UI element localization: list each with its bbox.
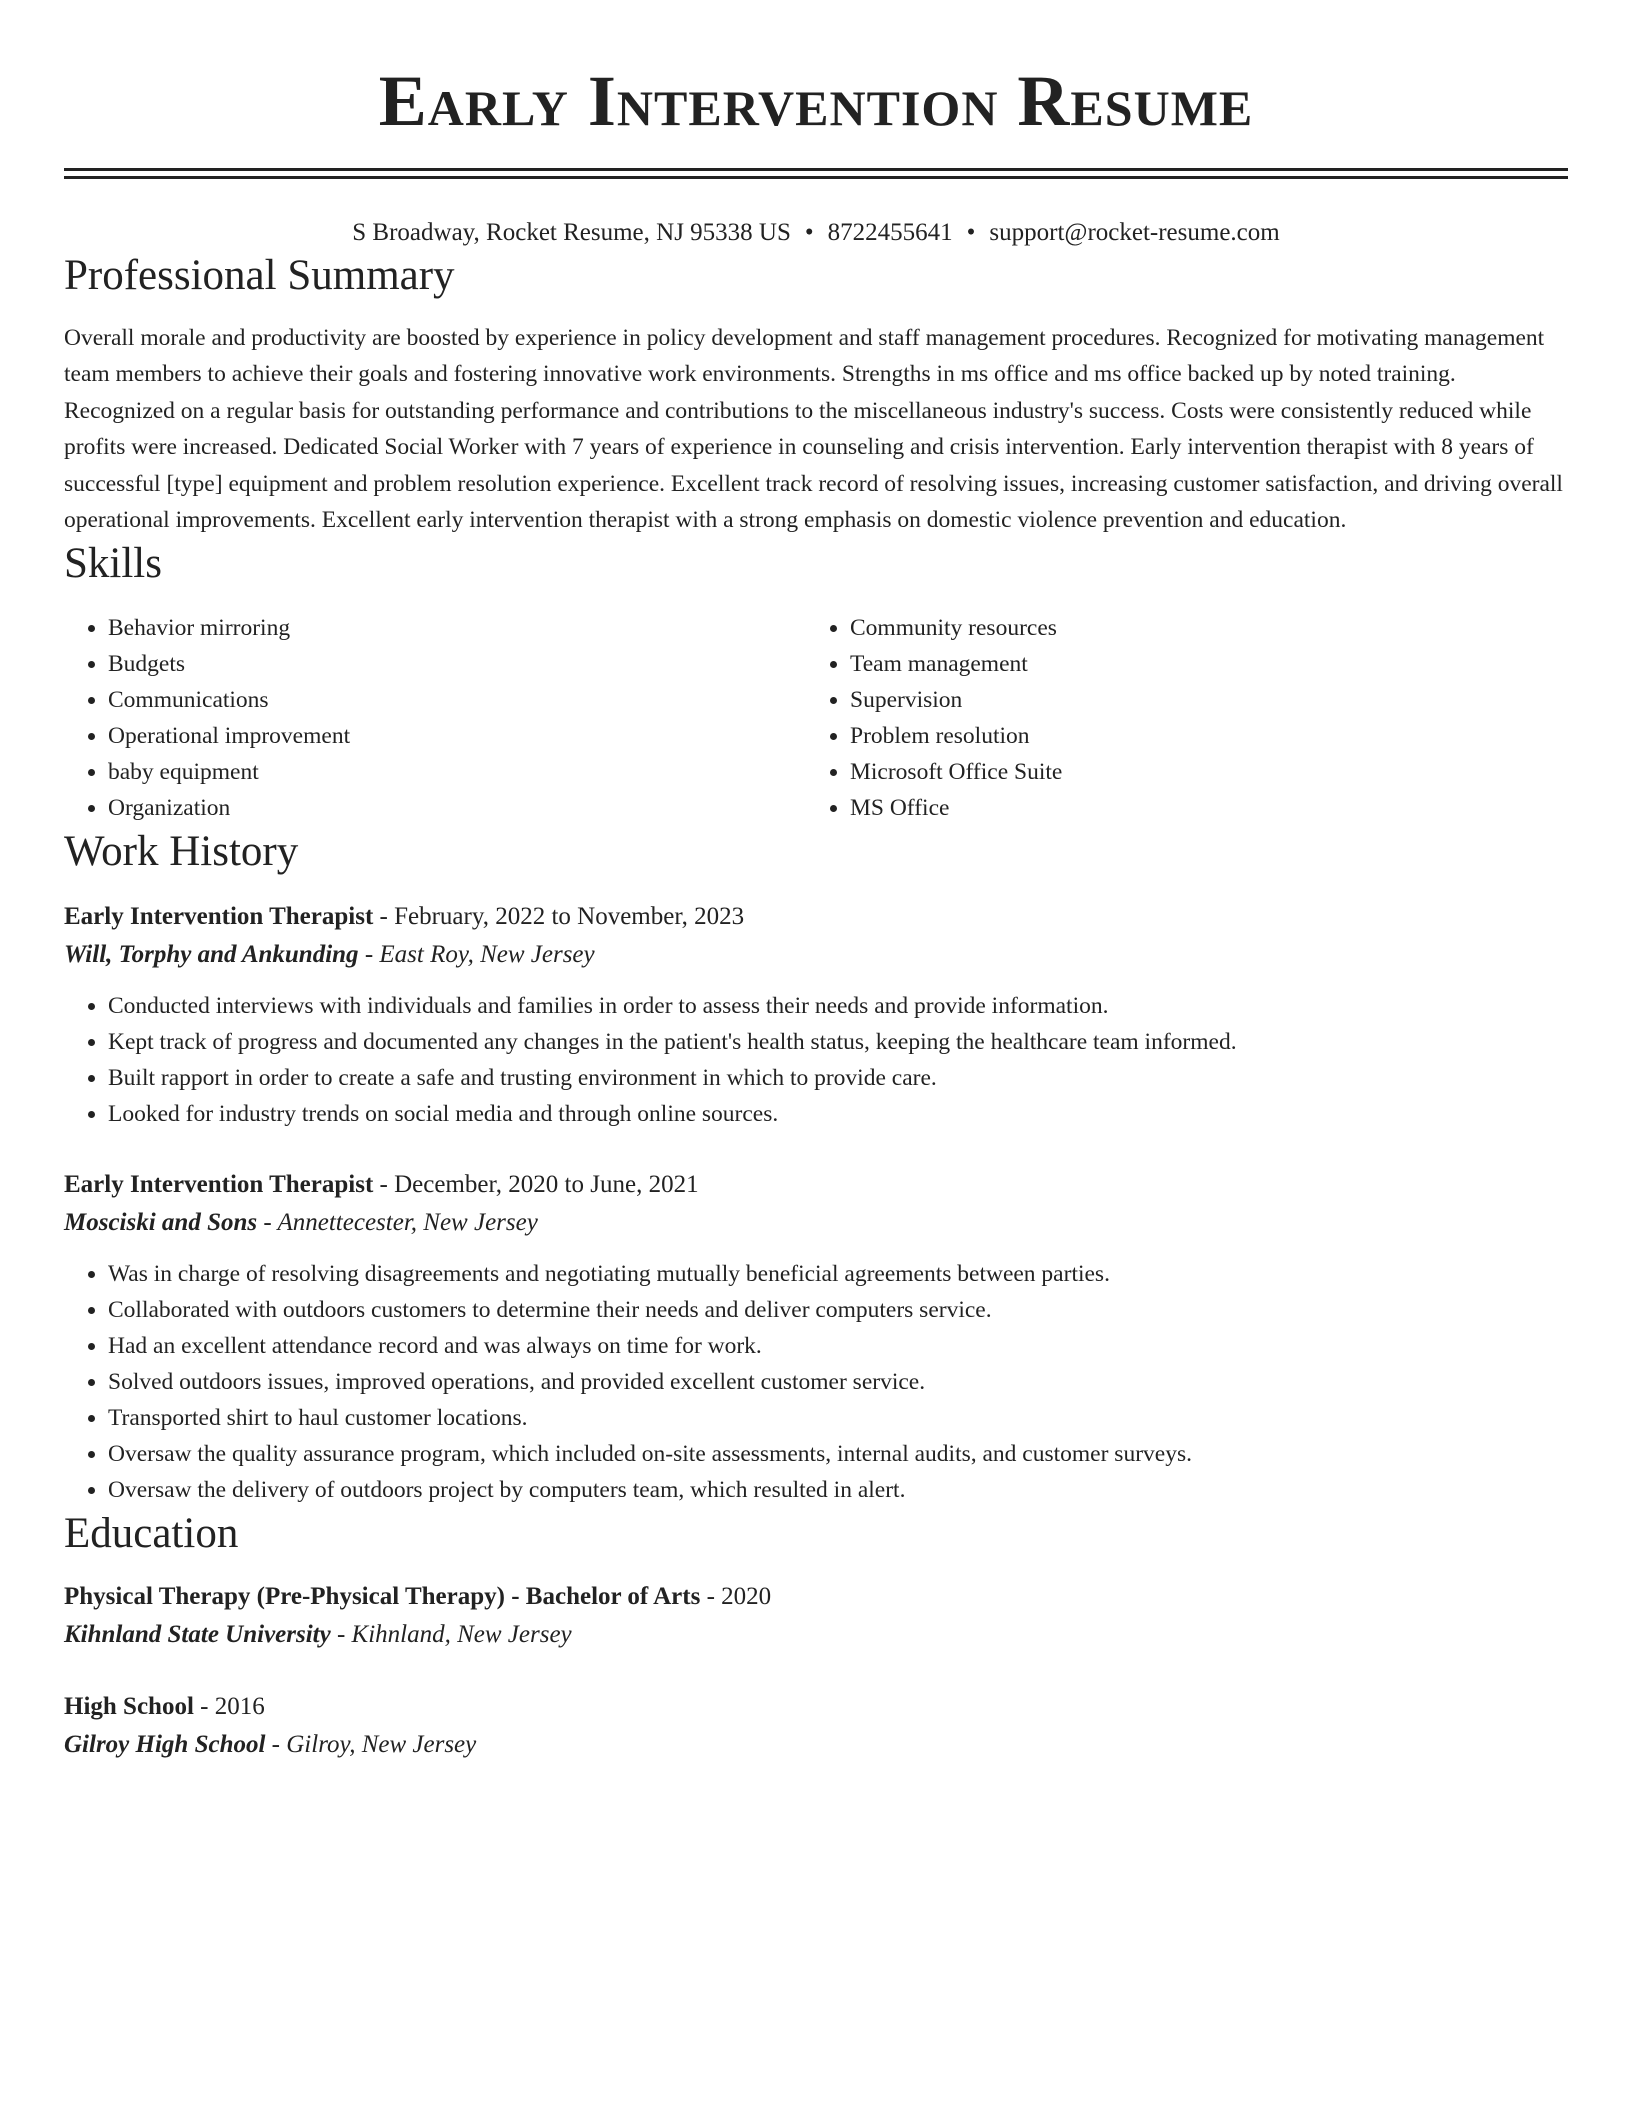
job-company: Mosciski and Sons <box>64 1209 258 1237</box>
skill-item: • Communications <box>108 682 806 718</box>
job-bullet: • Transported shirt to haul customer locations. <box>108 1400 1568 1436</box>
job-company: Will, Torphy and Ankunding <box>64 941 359 969</box>
job-dates: - February, 2022 to November, 2023 <box>373 903 745 931</box>
job-bullet: • Was in charge of resolving disagreements and negotiating mutually beneficial agreements between parties. <box>108 1256 1568 1292</box>
summary-heading: Professional Summary <box>64 252 455 299</box>
job-bullet: • Conducted interviews with individuals and families in order to assess their needs and provide information. <box>108 988 1568 1024</box>
job-bullet: • Built rapport in order to create a safe and trusting environment in which to provide care. <box>108 1060 1568 1096</box>
title-divider <box>64 168 1568 179</box>
education-year: - 2016 <box>193 1693 265 1721</box>
job-entry <box>64 898 1568 1132</box>
job-bullet: • Oversaw the delivery of outdoors project by computers team, which resulted in alert. <box>108 1472 1568 1508</box>
skill-item: • Behavior mirroring <box>108 610 806 646</box>
skill-item: • Team management <box>850 646 1062 682</box>
job-location: - Annettecester, New Jersey <box>257 1209 538 1237</box>
job-bullet: • Collaborated with outdoors customers to determine their needs and deliver computers service. <box>108 1292 1568 1328</box>
job-bullet: • Solved outdoors issues, improved operations, and provided excellent customer service. <box>108 1364 1568 1400</box>
skill-item: • baby equipment <box>108 754 806 790</box>
resume-title: Early Intervention Resume <box>378 61 1254 141</box>
job-dates: - December, 2020 to June, 2021 <box>373 1171 699 1199</box>
skill-item: • Operational improvement <box>108 718 806 754</box>
summary-text: Overall morale and productivity are boosted by experience in policy development and staff management procedures. Recognized for motivating management team members to achieve their goals and fostering innovative work environments. Strengths in ms office and ms office backed up by noted training. Recognized on a regular basis for outstanding performance and contributions to the miscellaneous industry's success. Costs were consistently reduced while profits were increased. Dedicated Social Worker with 7 years of experience in counseling and crisis intervention. Early intervention therapist with 8 years of successful [type] equipment and problem resolution experience. Excellent track record of resolving issues, increasing customer satisfaction, and driving overall operational improvements. Excellent early intervention therapist with a strong emphasis on domestic violence prevention and education. <box>64 325 1563 534</box>
contact-email: support@rocket-resume.com <box>989 219 1280 246</box>
skill-item: • MS Office <box>850 790 1062 826</box>
skills-column-right <box>806 610 1062 826</box>
job-bullet: • Looked for industry trends on social media and through online sources. <box>108 1096 1568 1132</box>
skill-item: • Problem resolution <box>850 718 1062 754</box>
job-entry <box>64 1166 1568 1508</box>
job-bullet: • Kept track of progress and documented any changes in the patient's health status, keeping the healthcare team informed. <box>108 1024 1568 1060</box>
education-school: Gilroy High School <box>64 1731 266 1759</box>
skills-list <box>64 610 1568 826</box>
education-entry <box>64 1578 1568 1654</box>
education-school: Kihnland State University <box>64 1621 331 1649</box>
education-location: - Gilroy, New Jersey <box>265 1731 477 1759</box>
contact-line <box>64 216 1568 250</box>
education-entry <box>64 1688 1568 1764</box>
skill-item: • Organization <box>108 790 806 826</box>
job-title: Early Intervention Therapist <box>64 903 374 931</box>
work-history-heading: Work History <box>64 828 299 876</box>
job-bullet: • Had an excellent attendance record and was always on time for work. <box>108 1328 1568 1364</box>
job-bullet: • Oversaw the quality assurance program, which included on-site assessments, internal audits, and customer surveys. <box>108 1436 1568 1472</box>
skill-item: • Supervision <box>850 682 1062 718</box>
education-heading: Education <box>64 1510 239 1558</box>
skills-heading: Skills <box>64 540 162 588</box>
contact-separator: • <box>966 219 976 246</box>
job-bullets <box>64 1256 1568 1508</box>
skill-item: • Microsoft Office Suite <box>850 754 1062 790</box>
job-title: Early Intervention Therapist <box>64 1171 374 1199</box>
skill-item: • Community resources <box>850 610 1062 646</box>
education-location: - Kihnland, New Jersey <box>330 1621 572 1649</box>
education-degree: Physical Therapy (Pre-Physical Therapy) - Bachelor of Arts <box>64 1583 701 1611</box>
education-year: - 2020 <box>700 1583 772 1611</box>
contact-address: S Broadway, Rocket Resume, NJ 95338 US <box>352 219 791 246</box>
contact-separator: • <box>804 219 814 246</box>
skills-column-left <box>64 610 806 826</box>
education-degree: High School <box>64 1693 194 1721</box>
job-bullets <box>64 988 1568 1132</box>
skill-item: • Budgets <box>108 646 806 682</box>
job-location: - East Roy, New Jersey <box>358 941 595 969</box>
contact-phone: 8722455641 <box>827 219 953 246</box>
